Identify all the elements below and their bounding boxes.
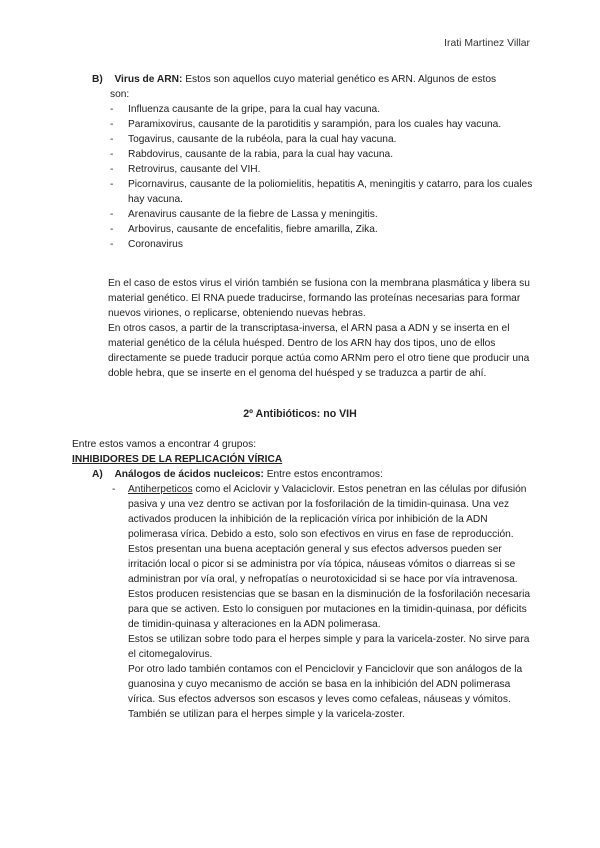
section-b-label: Virus de ARN: bbox=[114, 74, 183, 85]
virus-list bbox=[92, 102, 542, 252]
paragraph: Por otro lado también contamos con el Penciclovir y Fanciclovir que son análogos de la guanosina y cuyo mecanismo de acción se basa en la inhibición del ADN polimerasa vírica. Sus efectos adversos son escasos y leves como cefaleas, náuseas y vómitos. También se utilizan para el herpes simple y la varicela-zoster. bbox=[128, 664, 523, 720]
list-item: - Influenza causante de la gripe, para la cual hay vacuna. bbox=[92, 102, 542, 117]
paragraph: Estos se utilizan sobre todo para el herpes simple y para la varicela-zoster. No sirve para el citomegalovirus. bbox=[128, 634, 530, 660]
antiherpeticos-item bbox=[112, 482, 540, 722]
paragraph: En el caso de estos virus el virión también se fusiona con la membrana plasmática y libera su material genético. El RNA puede traducirse, formando las proteínas necesarias para formar nuevos viriones, o replicarse, obteniendo nuevas hebras. bbox=[108, 278, 530, 319]
intro-block bbox=[72, 437, 542, 467]
section-b-marker: B) bbox=[92, 74, 103, 85]
list-item: - Picornavirus, causante de la poliomielitis, hepatitis A, meningitis y catarro, para los cuales hay vacuna. bbox=[92, 177, 542, 207]
paragraph: En otros casos, a partir de la transcriptasa-inversa, el ARN pasa a ADN y se inserta en el material genético de la célula huésped. Dentro de los ARN hay dos tipos, uno de ellos directamente se puede traducir porque actúa como ARNm pero el otro tiene que producir una doble hebra, que se inserte en el genoma del huésped y se traduzca a partir de ahí. bbox=[108, 323, 530, 379]
section-a-marker: A) bbox=[92, 469, 103, 480]
section-b-intro bbox=[92, 72, 542, 87]
section-a-intro-text: Entre estos encontramos: bbox=[263, 469, 383, 480]
page-header-author: Irati Martinez Villar bbox=[444, 38, 530, 49]
list-item: - Arbovirus, causante de encefalitis, fiebre amarilla, Zika. bbox=[92, 222, 542, 237]
section-a bbox=[92, 467, 542, 482]
list-item: - Arenavirus causante de la fiebre de Lassa y meningitis. bbox=[92, 207, 542, 222]
dash-bullet: - bbox=[112, 484, 116, 495]
list-item: - Paramixovirus, causante de la parotiditis y sarampión, para los cuales hay vacuna. bbox=[92, 117, 542, 132]
antiherpeticos-text: como el Aciclovir y Valaciclovir. Estos penetran en las células por difusión pasiva y una vez dentro se activan por la fosforilación de la timidin-quinasa. Una vez activados producen la inhibición de la replicación vírica por inhibición de la ADN polimerasa vírica. Debido a esto, solo son efectivos en virus en fase de reproducción. Estos presentan una buena aceptación general y sus efectos adversos pueden ser irritación local o picor si se administra por vía tópica, náuseas vómitos o diarreas si se administran por vía oral, y nefropatías o neurotoxicidad si se hace por vía intravenosa. Estos producen resistencias que se basan en la disminución de la fosforilación necesaria para que se activen. Esto lo consiguen por mutaciones en la timidin-quinasa, por déficits de timidin-quinasa y alteraciones en la ADN polimerasa. bbox=[128, 484, 531, 630]
section-b-intro-text: Estos son aquellos cuyo material genético es ARN. Algunos de estos bbox=[182, 74, 497, 85]
list-item: - Retrovirus, causante del VIH. bbox=[92, 162, 542, 177]
antiherpeticos-term: Antiherpeticos bbox=[128, 484, 193, 495]
section-b bbox=[92, 72, 542, 252]
section-b-intro-cont: son: bbox=[110, 89, 130, 100]
list-item: - Coronavirus bbox=[92, 237, 542, 252]
paragraph bbox=[128, 482, 540, 632]
subtitle: 2º Antibióticos: no VIH bbox=[243, 408, 357, 420]
list-item: - Rabdovirus, causante de la rabia, para la cual hay vacuna. bbox=[92, 147, 542, 162]
intro-line: Entre estos vamos a encontrar 4 grupos: bbox=[72, 439, 257, 450]
list-item: - Togavirus, causante de la rubéola, para la cual hay vacuna. bbox=[92, 132, 542, 147]
section-a-label: Análogos de ácidos nucleicos: bbox=[114, 469, 264, 480]
section-b-explanation bbox=[108, 276, 538, 381]
section-heading: INHIBIDORES DE LA REPLICACIÓN VÍRICA bbox=[72, 454, 283, 465]
